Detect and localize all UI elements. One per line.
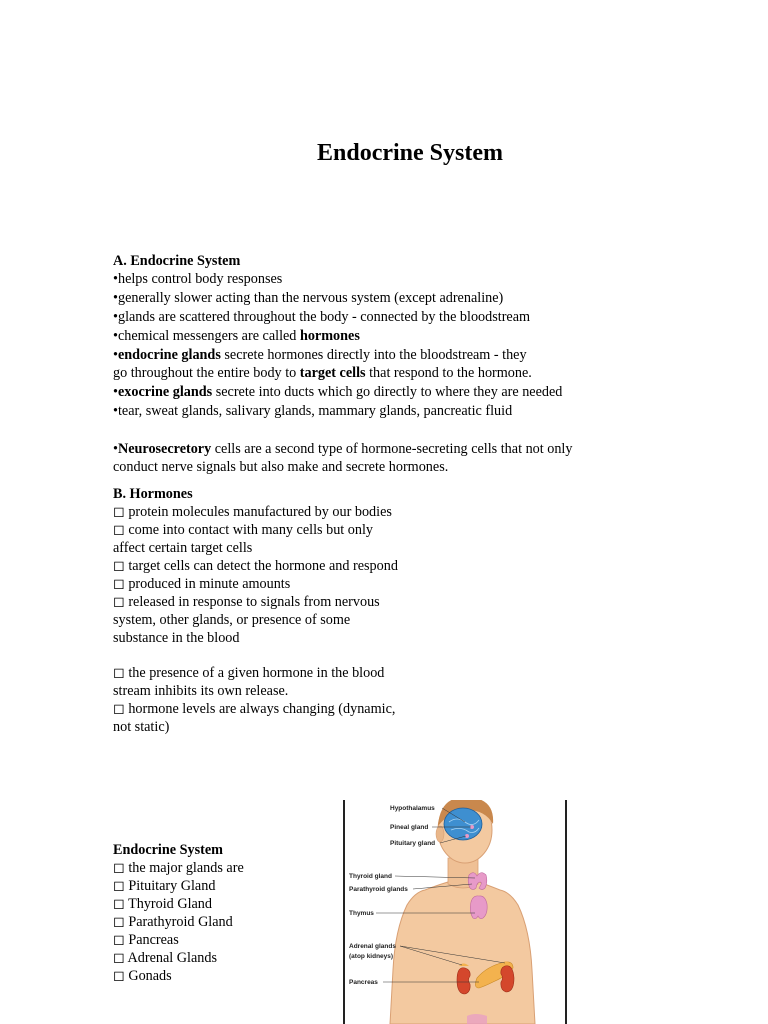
label-adrenal-glands: Adrenal glands [349, 943, 396, 950]
section-major-glands [113, 841, 244, 985]
endocrine-anatomy-figure [343, 800, 567, 1024]
bullet-text: that respond to the hormone. [365, 365, 532, 381]
list-item: ◻ released in response to signals from nervous [113, 594, 380, 610]
list-item: ◻ come into contact with many cells but only [113, 522, 374, 538]
bullet-item [113, 383, 572, 401]
list-item: ◻ protein molecules manufactured by our bodies [113, 504, 392, 520]
section-endocrine-system [113, 252, 572, 476]
bullet-text: cells are a second type of hormone-secreting cells that not only [211, 441, 573, 457]
gland-list-item: ◻ Thyroid Gland [113, 896, 212, 912]
kidney-left [457, 968, 470, 994]
bold-term: target cells [299, 365, 366, 381]
label-pancreas: Pancreas [349, 979, 378, 986]
gland-list-item: ◻ Gonads [113, 968, 172, 984]
label-pituitary-gland: Pituitary gland [390, 840, 436, 847]
kidney-right [501, 966, 514, 992]
thymus-shape [470, 896, 487, 919]
bullet-text: go throughout the entire body to [113, 365, 300, 381]
body-illustration [345, 800, 565, 1024]
bullet-text: generally slower acting than the nervous system (except adrenaline) [117, 290, 504, 306]
bullet-text: glands are scattered throughout the body - connected by the bloodstream [117, 309, 531, 325]
label-pineal-gland: Pineal gland [390, 824, 429, 831]
list-item-continuation: substance in the blood [113, 630, 240, 646]
list-item: ◻ hormone levels are always changing (dynamic, [113, 701, 396, 717]
bullet-item [113, 270, 572, 288]
list-item: ◻ the presence of a given hormone in the blood [113, 665, 385, 681]
list-item: ◻ target cells can detect the hormone and respond [113, 558, 398, 574]
bold-term: Neurosecretory [117, 441, 212, 457]
bullet-item [113, 308, 572, 326]
bullet-item [113, 402, 572, 420]
bold-term: endocrine glands [117, 347, 221, 363]
page-title: Endocrine System [317, 140, 503, 166]
label-thymus: Thymus [349, 910, 374, 917]
gland-list-item: ◻ Pituitary Gland [113, 878, 216, 894]
list-item-continuation: affect certain target cells [113, 540, 253, 556]
bullet-item [113, 440, 572, 458]
label-hypothalamus: Hypothalamus [390, 805, 435, 812]
gland-list-item: ◻ Parathyroid Gland [113, 914, 233, 930]
ear-shape [436, 826, 444, 842]
label-thyroid-gland: Thyroid gland [349, 873, 392, 880]
torso-shape [390, 880, 535, 1024]
bullet-item [113, 327, 572, 345]
section-hormones [113, 485, 398, 736]
bullet-text: secrete hormones directly into the bloodstream - they [220, 347, 527, 363]
bullet-continuation: conduct nerve signals but also make and secrete hormones. [113, 459, 449, 475]
list-item-continuation: not static) [113, 719, 170, 735]
list-item-continuation: stream inhibits its own release. [113, 683, 289, 699]
bold-term: hormones [299, 328, 360, 344]
section-a-heading: A. Endocrine System [113, 253, 241, 269]
bullet-text: helps control body responses [117, 271, 283, 287]
bullet-item [113, 289, 572, 307]
label-parathyroid-glands: Parathyroid glands [349, 886, 408, 893]
section-c-heading: Endocrine System [113, 842, 223, 858]
gland-list-item: ◻ Pancreas [113, 932, 179, 948]
section-b-heading: B. Hormones [113, 486, 193, 502]
label-adrenal-note: (atop kidneys) [349, 953, 394, 960]
gland-list-item: ◻ Adrenal Glands [113, 950, 217, 966]
list-item: ◻ produced in minute amounts [113, 576, 291, 592]
bullet-text: tear, sweat glands, salivary glands, mammary glands, pancreatic fluid [117, 403, 513, 419]
bullet-text: secrete into ducts which go directly to where they are needed [212, 384, 563, 400]
gland-list-item: ◻ the major glands are [113, 860, 244, 876]
bullet-continuation [113, 364, 572, 382]
list-item-continuation: system, other glands, or presence of some [113, 612, 351, 628]
bullet-text: chemical messengers are called [117, 328, 300, 344]
bullet-item [113, 346, 572, 364]
bold-term: exocrine glands [117, 384, 213, 400]
